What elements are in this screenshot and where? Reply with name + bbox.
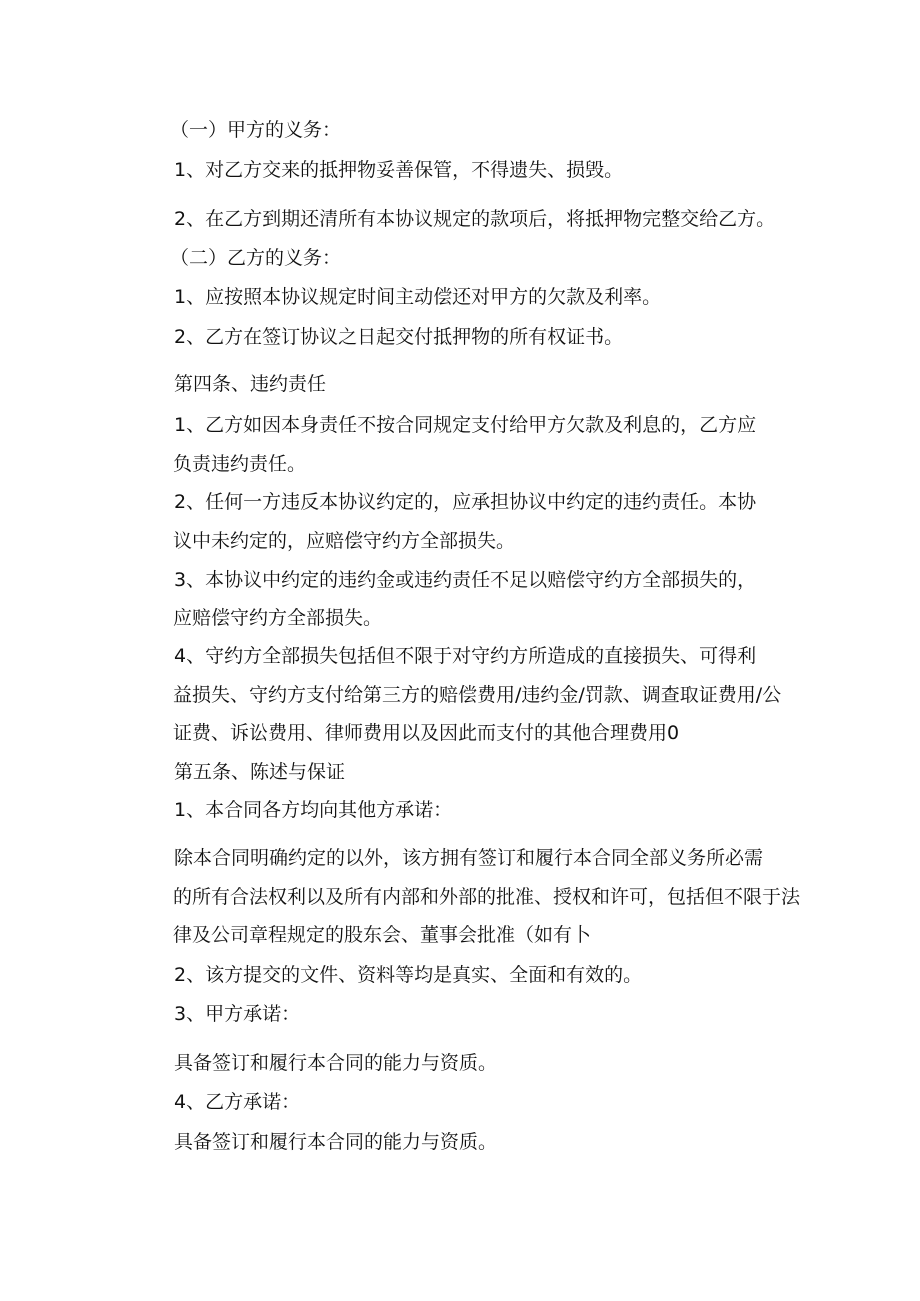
paragraph-line: 4、乙方承诺： bbox=[174, 1091, 301, 1113]
paragraph-line: 1、乙方如因本身责任不按合同规定支付给甲方欠款及利息的，乙方应 bbox=[174, 414, 757, 436]
section-heading-party-b-obligations: （二）乙方的义务： bbox=[170, 247, 342, 269]
paragraph-line: 3、本协议中约定的违约金或违约责任不足以赔偿守约方全部损失的， bbox=[174, 569, 757, 591]
paragraph-line: 2、乙方在签订协议之日起交付抵押物的所有权证书。 bbox=[174, 326, 624, 348]
paragraph-line: 议中未约定的，应赔偿守约方全部损失。 bbox=[173, 530, 516, 552]
section-heading-party-a-obligations: （一）甲方的义务： bbox=[170, 119, 342, 141]
paragraph-line: 律及公司章程规定的股东会、董事会批准（如有卜 bbox=[173, 924, 592, 946]
paragraph-line: 3、甲方承诺： bbox=[174, 1003, 301, 1025]
paragraph-line: 2、任何一方违反本协议约定的，应承担协议中约定的违约责任。本协 bbox=[174, 491, 757, 513]
paragraph-line: 1、对乙方交来的抵押物妥善保管，不得遗失、损毁。 bbox=[174, 159, 624, 181]
article-heading-breach-liability: 第四条、违约责任 bbox=[174, 373, 327, 395]
paragraph-line: 应赔偿守约方全部损失。 bbox=[173, 607, 383, 629]
paragraph-line: 证费、诉讼费用、律师费用以及因此而支付的其他合理费用0 bbox=[173, 722, 680, 744]
article-heading-representations-warranties: 第五条、陈述与保证 bbox=[174, 761, 346, 783]
paragraph-line: 益损失、守约方支付给第三方的赔偿费用/违约金/罚款、调查取证费用/公 bbox=[173, 684, 782, 706]
paragraph-line: 除本合同明确约定的以外，该方拥有签订和履行本合同全部义务所必需 bbox=[174, 847, 764, 869]
paragraph-line: 2、在乙方到期还清所有本协议规定的款项后，将抵押物完整交给乙方。 bbox=[174, 208, 776, 230]
paragraph-line: 1、应按照本协议规定时间主动偿还对甲方的欠款及利率。 bbox=[174, 286, 662, 308]
paragraph-line: 1、本合同各方均向其他方承诺： bbox=[174, 799, 453, 821]
paragraph-line: 具备签订和履行本合同的能力与资质。 bbox=[174, 1052, 498, 1074]
paragraph-line: 2、该方提交的文件、资料等均是真实、全面和有效的。 bbox=[174, 964, 643, 986]
paragraph-line: 具备签订和履行本合同的能力与资质。 bbox=[174, 1131, 498, 1153]
paragraph-line: 负责违约责任。 bbox=[173, 453, 307, 475]
paragraph-line: 4、守约方全部损失包括但不限于对守约方所造成的直接损失、可得利 bbox=[174, 645, 757, 667]
paragraph-line: 的所有合法权利以及所有内部和外部的批准、授权和许可，包括但不限于法 bbox=[173, 886, 801, 908]
